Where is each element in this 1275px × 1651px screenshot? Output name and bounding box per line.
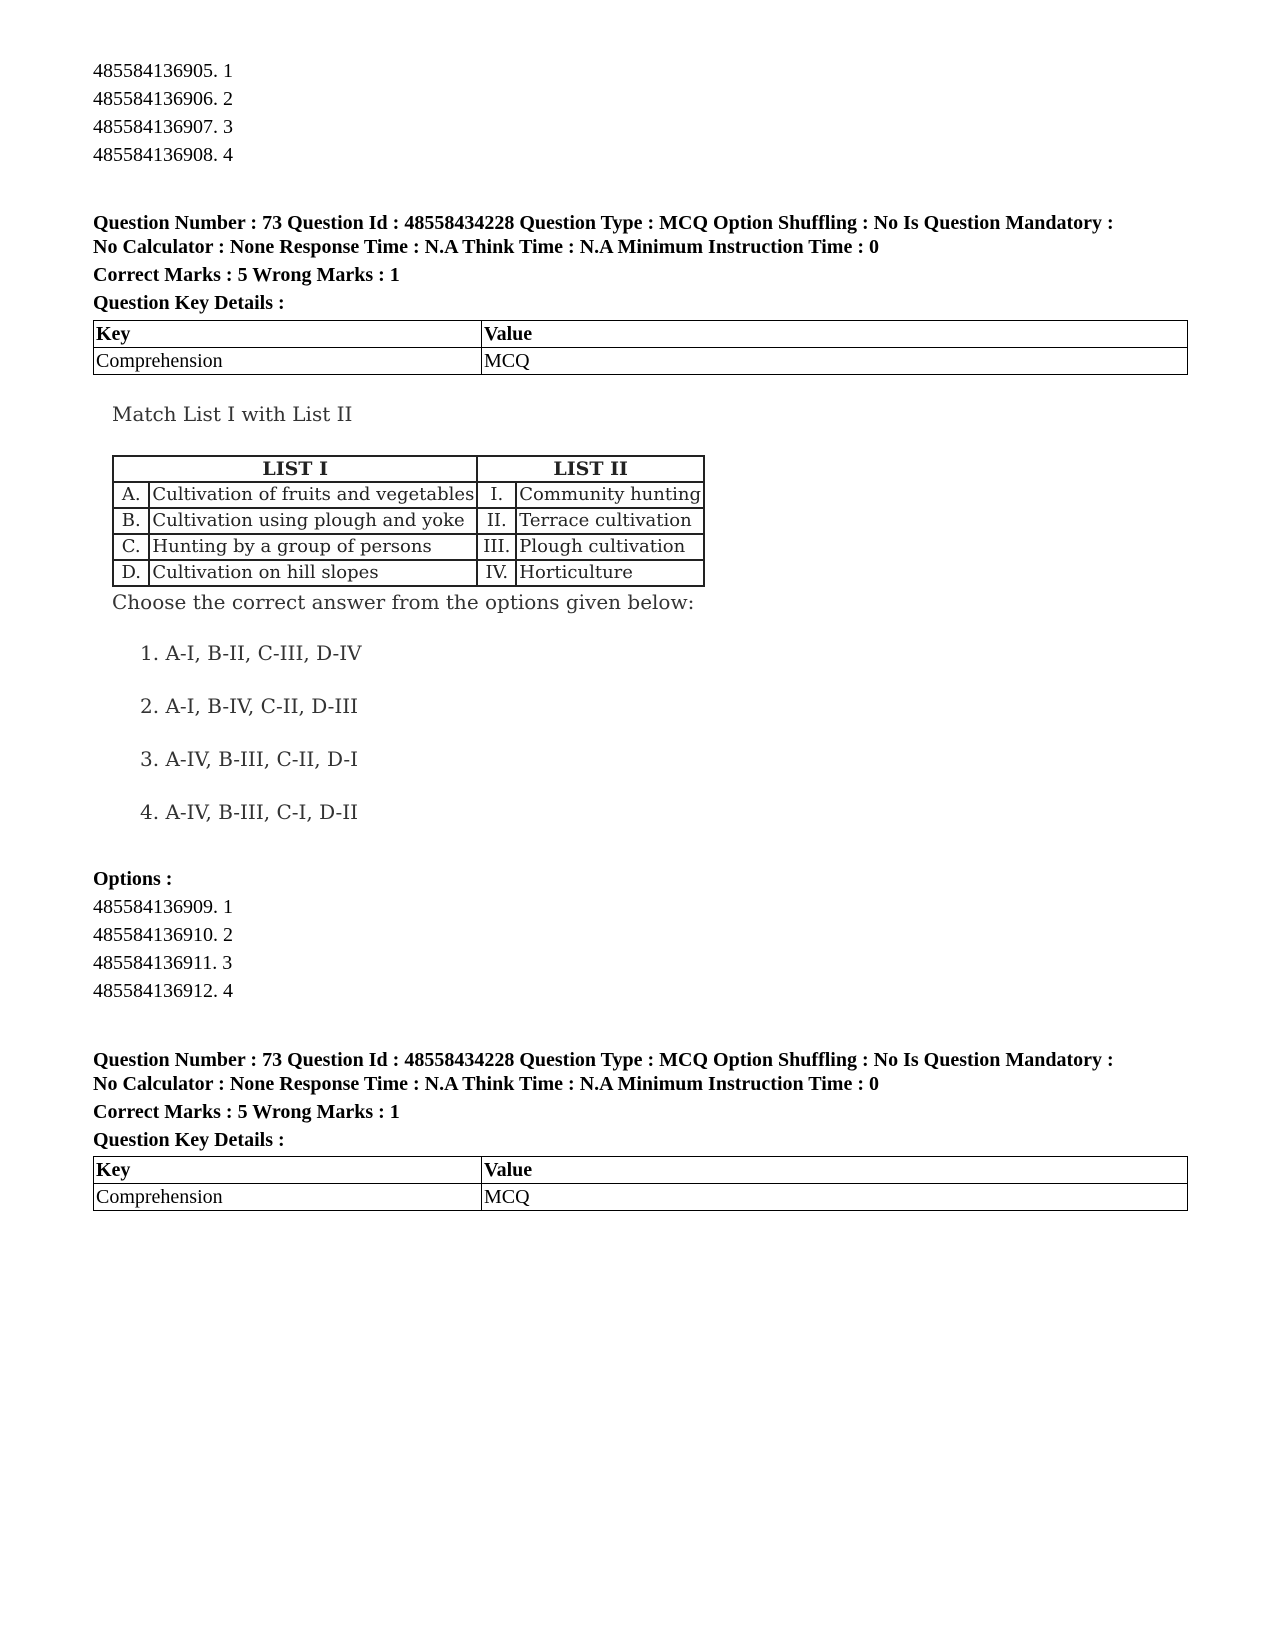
answer-choice: 2. A-I, B-IV, C-II, D-III [140,694,359,718]
question-meta-line: Question Number : 73 Question Id : 48558434228 Question Type : MCQ Option Shuffling : No Is Question Mandatory : [93,1049,1114,1071]
table-header-cell: Key [94,321,482,348]
table-header-cell: Value [482,1157,1188,1184]
table-header-row [94,321,1188,348]
table-cell: MCQ [482,1184,1188,1211]
question-meta-line: No Calculator : None Response Time : N.A Think Time : N.A Minimum Instruction Time : 0 [93,1073,879,1095]
option-line: 485584136911. 3 [93,952,233,974]
table-cell: MCQ [482,348,1188,375]
list1-item: Cultivation of fruits and vegetables [149,482,477,508]
question-image [105,395,705,865]
answer-choice: 3. A-IV, B-III, C-II, D-I [140,747,359,771]
list2-header: LIST II [477,456,704,482]
table-row [94,348,1188,375]
option-line: 485584136912. 4 [93,980,233,1002]
match-table-row [113,560,704,586]
option-line: 485584136909. 1 [93,896,233,918]
list1-letter: D. [113,560,149,586]
key-details-table [93,320,1188,375]
option-line: 485584136908. 4 [93,144,233,166]
choose-instruction: Choose the correct answer from the options given below: [112,590,695,614]
list2-numeral: III. [477,534,516,560]
key-details-label: Question Key Details : [93,292,285,314]
options-label: Options : [93,868,173,890]
key-details-table [93,1156,1188,1211]
option-line: 485584136907. 3 [93,116,233,138]
list2-item: Horticulture [516,560,704,586]
list2-item: Plough cultivation [516,534,704,560]
table-row [94,1184,1188,1211]
match-table-row [113,482,704,508]
option-line: 485584136905. 1 [93,60,233,82]
list1-item: Hunting by a group of persons [149,534,477,560]
match-list-table [112,455,705,587]
marks-line: Correct Marks : 5 Wrong Marks : 1 [93,264,400,286]
key-details-label: Question Key Details : [93,1129,285,1151]
marks-line: Correct Marks : 5 Wrong Marks : 1 [93,1101,400,1123]
answer-choice: 4. A-IV, B-III, C-I, D-II [140,800,359,824]
list2-numeral: II. [477,508,516,534]
list1-letter: B. [113,508,149,534]
list1-letter: C. [113,534,149,560]
list2-numeral: I. [477,482,516,508]
list2-item: Terrace cultivation [516,508,704,534]
match-table-header-row [113,456,704,482]
list1-item: Cultivation on hill slopes [149,560,477,586]
table-header-cell: Key [94,1157,482,1184]
list2-numeral: IV. [477,560,516,586]
match-table-row [113,508,704,534]
option-line: 485584136906. 2 [93,88,233,110]
question-meta-line: Question Number : 73 Question Id : 48558434228 Question Type : MCQ Option Shuffling : No Is Question Mandatory : [93,212,1114,234]
list1-letter: A. [113,482,149,508]
match-table-row [113,534,704,560]
list2-item: Community hunting [516,482,704,508]
option-line: 485584136910. 2 [93,924,233,946]
table-header-cell: Value [482,321,1188,348]
question-meta-line: No Calculator : None Response Time : N.A Think Time : N.A Minimum Instruction Time : 0 [93,236,879,258]
table-header-row [94,1157,1188,1184]
table-cell: Comprehension [94,348,482,375]
table-cell: Comprehension [94,1184,482,1211]
answer-choice: 1. A-I, B-II, C-III, D-IV [140,641,362,665]
list1-item: Cultivation using plough and yoke [149,508,477,534]
list1-header: LIST I [113,456,477,482]
question-title: Match List I with List II [112,402,353,426]
